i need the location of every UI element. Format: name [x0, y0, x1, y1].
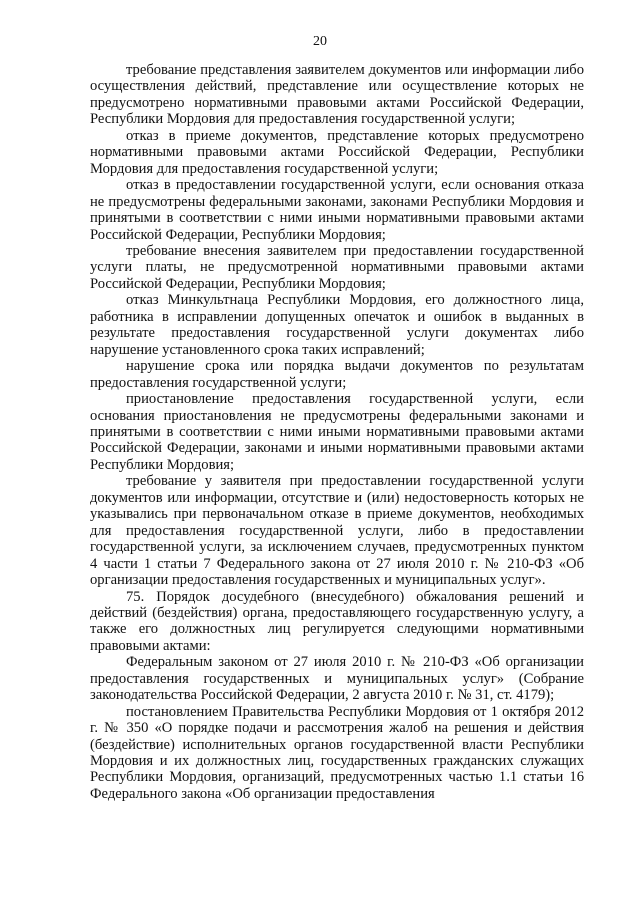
paragraph: требование внесения заявителем при предоставлении государственной услуги платы, не предусмотренной нормативными правовыми актами Российской Федерации, Республики Мордовия; [90, 242, 584, 292]
paragraph: отказ в приеме документов, представление которых предусмотрено нормативными правовыми актами Российской Федерации, Республики Мордовия для предоставления государственной услуги; [90, 127, 584, 177]
page-number: 20 [313, 34, 327, 49]
document-body [90, 62, 584, 802]
section-75-paragraph: 75. Порядок досудебного (внесудебного) обжалования решений и действий (бездействия) органа, предоставляющего государственную услугу, а также его должностных лиц регулируется следующими нормативными правовыми актами: [90, 588, 584, 654]
paragraph: отказ в предоставлении государственной услуги, если основания отказа не предусмотрены федеральными законами, законами Республики Мордовия и принятыми в соответствии с ними иными нормативными правовыми актами Российской Федерации, Республики Мордовия; [90, 177, 584, 243]
paragraph: приостановление предоставления государственной услуги, если основания приостановления не предусмотрены федеральными законами и принятыми в соответствии с ними иными нормативными правовыми актами Российской Федерации, законами и иными нормативными правовыми актами Республики Мордовия; [90, 391, 584, 473]
paragraph: требование у заявителя при предоставлении государственной услуги документов или информации, отсутствие и (или) недостоверность которых не указывались при первоначальном отказе в приеме документов, необходимых для предоставления государственной услуги, либо в предоставлении государственной услуги, за исключением случаев, предусмотренных пунктом 4 части 1 статьи 7 Федерального закона от 27 июля 2010 г. № 210-ФЗ «Об организации предоставления государственных и муниципальных услуг». [90, 473, 584, 589]
paragraph: постановлением Правительства Республики Мордовия от 1 октября 2012 г. № 350 «О порядке подачи и рассмотрения жалоб на решения и действия (бездействие) исполнительных органов государственной власти Республики Мордовия и их должностных лиц, государственных гражданских служащих Республики Мордовия, организаций, предусмотренных частью 1.1 статьи 16 Федерального закона «Об организации предоставления [90, 703, 584, 802]
paragraph: Федеральным законом от 27 июля 2010 г. № 210-ФЗ «Об организации предоставления государственных и муниципальных услуг» (Собрание законодательства Российской Федерации, 2 августа 2010 г. № 31, ст. 4179); [90, 654, 584, 704]
paragraph: отказ Минкультнаца Республики Мордовия, его должностного лица, работника в исправлении допущенных опечаток и ошибок в выданных в результате предоставления государственной услуги документах либо нарушение установленного срока таких исправлений; [90, 292, 584, 358]
paragraph: нарушение срока или порядка выдачи документов по результатам предоставления государственной услуги; [90, 358, 584, 391]
paragraph: требование представления заявителем документов или информации либо осуществления действий, представление или осуществление которых не предусмотрено нормативными правовыми актами Российской Федерации, Республики Мордовия для предоставления государственной услуги; [90, 62, 584, 128]
